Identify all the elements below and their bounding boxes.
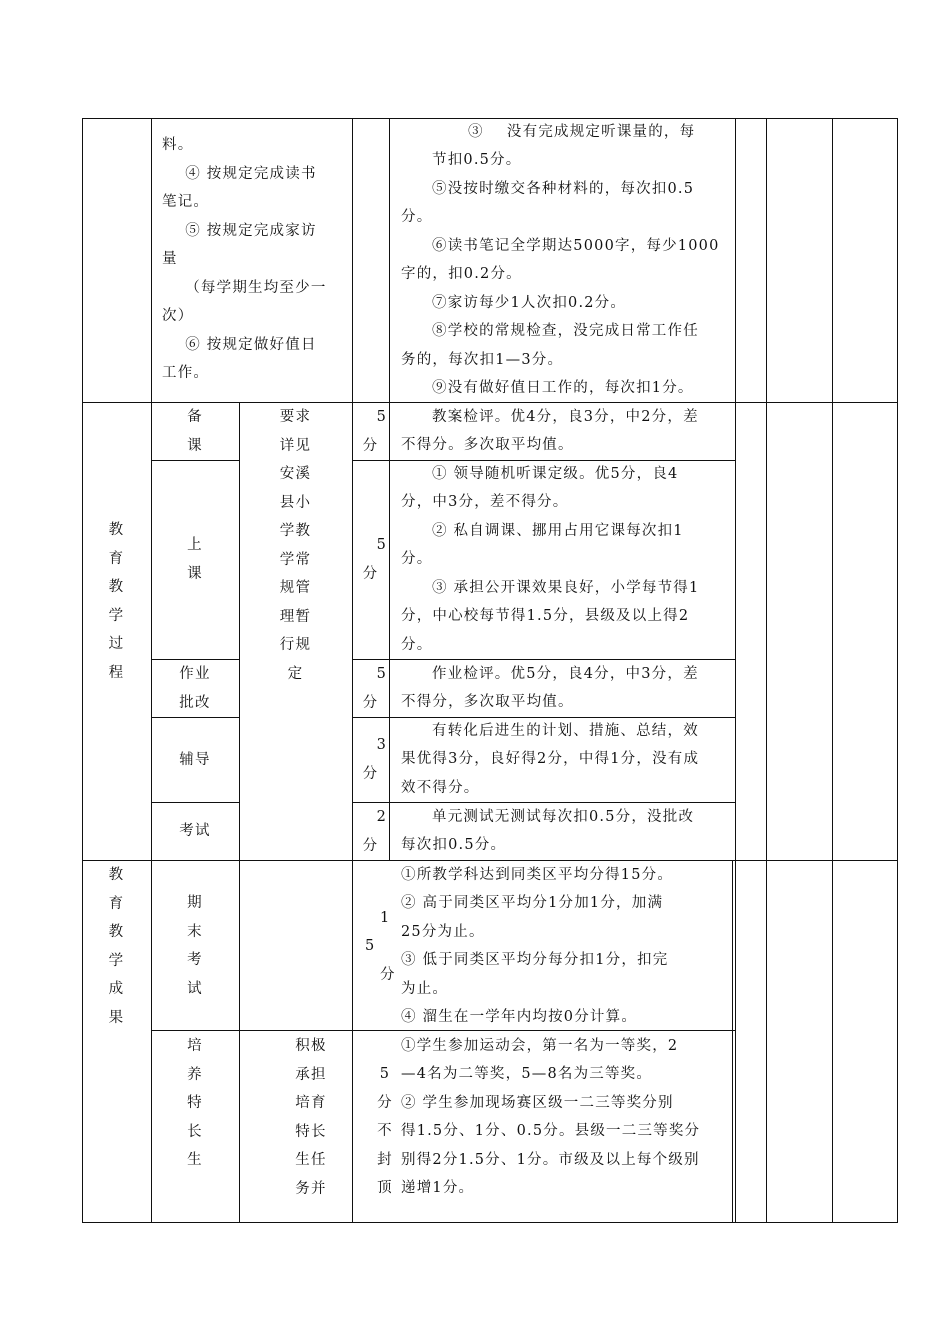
process-item-name: 上 课 — [187, 537, 203, 582]
text-line: —4名为二等奖，5—8名为三等奖。 — [401, 1066, 653, 1082]
text-line: ② 学生参加现场赛区级一二三等奖分别 — [401, 1095, 674, 1111]
grid-line — [151, 717, 239, 718]
text-line: 教案检评。优4分，良3分，中2分，差 — [432, 409, 699, 425]
result-exam-name: 期 末 考 试 — [187, 895, 203, 997]
process-item-score: 5 分 — [362, 666, 387, 711]
text-line: ③ 低于同类区平均分每分扣1分，扣完 — [401, 952, 669, 968]
text-line: ⑨没有做好值日工作的，每次扣1分。 — [432, 380, 694, 396]
process-item-score: 3 分 — [362, 737, 387, 782]
grid-line — [735, 118, 736, 1223]
text-line: 果优得3分，良好得2分，中得1分，没有成 — [401, 751, 700, 767]
text-line: 得1.5分、1分、0.5分。县级一二三等奖分 — [401, 1123, 701, 1139]
text-line: 分。 — [401, 209, 433, 225]
text-line: ①所教学科达到同类区平均分得15分。 — [401, 867, 674, 883]
text-line: 25分为止。 — [401, 924, 485, 940]
process-requirement: 要求 详见 安溪 县小 学教 学常 规管 理暂 行规 定 — [279, 409, 312, 682]
grid-line — [151, 802, 239, 803]
text-line: ⑥ 按规定做好值日 — [162, 337, 317, 353]
result-exam-score: 5 — [365, 938, 376, 954]
text-line: 递增1分。 — [401, 1180, 475, 1196]
text-line: 不得分，多次取平均值。 — [401, 694, 574, 710]
grid-line — [766, 118, 767, 1223]
grid-line — [732, 860, 733, 1223]
text-line: 效不得分。 — [401, 780, 480, 796]
text-line: 为止。 — [401, 981, 449, 997]
text-line: ② 高于同类区平均分1分加1分，加满 — [401, 895, 664, 911]
text-line: 每次扣0.5分。 — [401, 837, 507, 853]
process-item-name: 辅导 — [179, 752, 211, 768]
result-special-requirement: 积极 承担 培育 特长 生任 务并 — [295, 1038, 327, 1197]
text-line: 料。 — [162, 137, 194, 153]
grid-line — [82, 1222, 897, 1223]
text-line: 分，中心校每节得1.5分，县级及以上得2 — [401, 608, 690, 624]
text-line: ④ 按规定完成读书 — [162, 166, 317, 182]
result-special-score: 5 分 不 封 顶 — [377, 1066, 393, 1196]
text-line: ③ 没有完成规定听课量的，每 — [468, 124, 696, 140]
grid-line — [389, 118, 390, 860]
grid-line — [897, 118, 898, 1223]
text-line: ① 领导随机听课定级。优5分，良4 — [432, 466, 679, 482]
text-line: 节扣0.5分。 — [432, 152, 522, 168]
result-exam-score: 1 — [380, 910, 391, 926]
text-line: ③ 承担公开课效果良好，小学每节得1 — [432, 580, 700, 596]
process-category: 教 育 教 学 过 程 — [108, 522, 125, 681]
text-line: 作业检评。优5分，良4分，中3分，差 — [432, 666, 699, 682]
text-line: 量 — [162, 251, 178, 267]
text-line: ①学生参加运动会，第一名为一等奖，2 — [401, 1038, 679, 1054]
text-line: ④ 溜生在一学年内均按0分计算。 — [401, 1009, 638, 1025]
grid-line — [832, 118, 833, 1223]
text-line: ⑤ 按规定完成家访 — [162, 223, 317, 239]
text-line: （每学期生均至少一 — [162, 280, 327, 296]
text-line: 次） — [162, 308, 194, 324]
process-item-score: 5 分 — [362, 409, 387, 454]
process-item-name: 作业 批改 — [179, 666, 211, 711]
text-line: 别得2分1.5分、1分。市级及以上每个级别 — [401, 1152, 700, 1168]
text-line: 字的，扣0.2分。 — [401, 266, 522, 282]
text-line: ② 私自调课、挪用占用它课每次扣1 — [432, 523, 684, 539]
process-item-name: 考试 — [179, 823, 211, 839]
text-line: 不得分。多次取平均值。 — [401, 437, 574, 453]
text-line: 分。 — [401, 551, 433, 567]
text-line: ⑥读书笔记全学期达5000字，每少1000 — [432, 238, 720, 254]
text-line: 工作。 — [162, 365, 210, 381]
text-line: 单元测试无测试每次扣0.5分，没批改 — [432, 809, 695, 825]
process-item-score: 5 分 — [362, 537, 387, 582]
text-line: ⑦家访每少1人次扣0.2分。 — [432, 295, 627, 311]
text-line: 分，中3分，差不得分。 — [401, 494, 569, 510]
process-item-name: 备 课 — [187, 409, 203, 454]
text-line: ⑤没按时缴交各种材料的，每次扣0.5 — [432, 181, 695, 197]
grid-line — [151, 460, 239, 461]
text-line: 分。 — [401, 637, 433, 653]
result-special-name: 培 养 特 长 生 — [187, 1038, 203, 1168]
text-line: 有转化后进生的计划、措施、总结，效 — [432, 723, 699, 739]
text-line: ⑧学校的常规检查，没完成日常工作任 — [432, 323, 699, 339]
text-line: 务的，每次扣1—3分。 — [401, 352, 564, 368]
process-item-score: 2 分 — [362, 809, 387, 854]
result-category: 教 育 教 学 成 果 — [108, 867, 125, 1026]
result-exam-score: 分 — [380, 967, 396, 983]
text-line: 笔记。 — [162, 194, 210, 210]
